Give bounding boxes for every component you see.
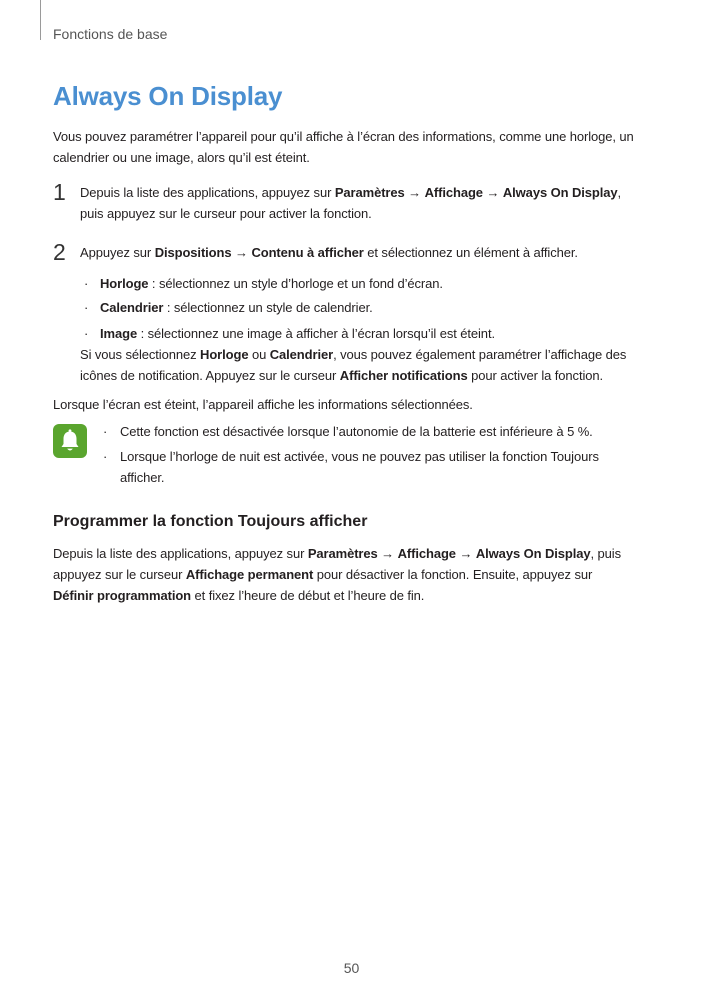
section-heading: Programmer la fonction Toujours afficher: [53, 513, 368, 530]
step-number-2: 2: [53, 239, 66, 265]
step-number-1: 1: [53, 179, 66, 205]
section-paragraph: Depuis la liste des applications, appuyez sur Paramètres → Affichage → Always On Display, puis appuyez sur le curseur Affichage permanent pour désactiver la fonction. Ensuite, appuyez sur Définir programmation et fixez l’heure de début et l’heure de fin.: [53, 546, 621, 603]
section-label: Fonctions de base: [53, 26, 168, 42]
header-divider: [40, 0, 41, 40]
page-title: Always On Display: [53, 81, 283, 111]
step-2-followup: Si vous sélectionnez Horloge ou Calendrier, vous pouvez également paramétrer l’affichage des icônes de notification. Appuyez sur le curseur Afficher notifications pour activer la fonction.: [80, 347, 627, 383]
after-steps-paragraph: Lorsque l’écran est éteint, l’appareil affiche les informations sélectionnées.: [53, 397, 473, 412]
page-number: 50: [343, 960, 360, 976]
step-2-text: Appuyez sur Dispositions → Contenu à afficher et sélectionnez un élément à afficher.: [80, 245, 578, 260]
bell-icon: [53, 424, 87, 458]
intro-paragraph: Vous pouvez paramétrer l’appareil pour qu’il affiche à l’écran des informations, comme une horloge, un calendrier ou une image, alors qu’il est éteint.: [53, 129, 634, 165]
step-1-text: Depuis la liste des applications, appuyez sur Paramètres → Affichage → Always On Display, puis appuyez sur le curseur pour activer la fonction.: [80, 185, 622, 221]
